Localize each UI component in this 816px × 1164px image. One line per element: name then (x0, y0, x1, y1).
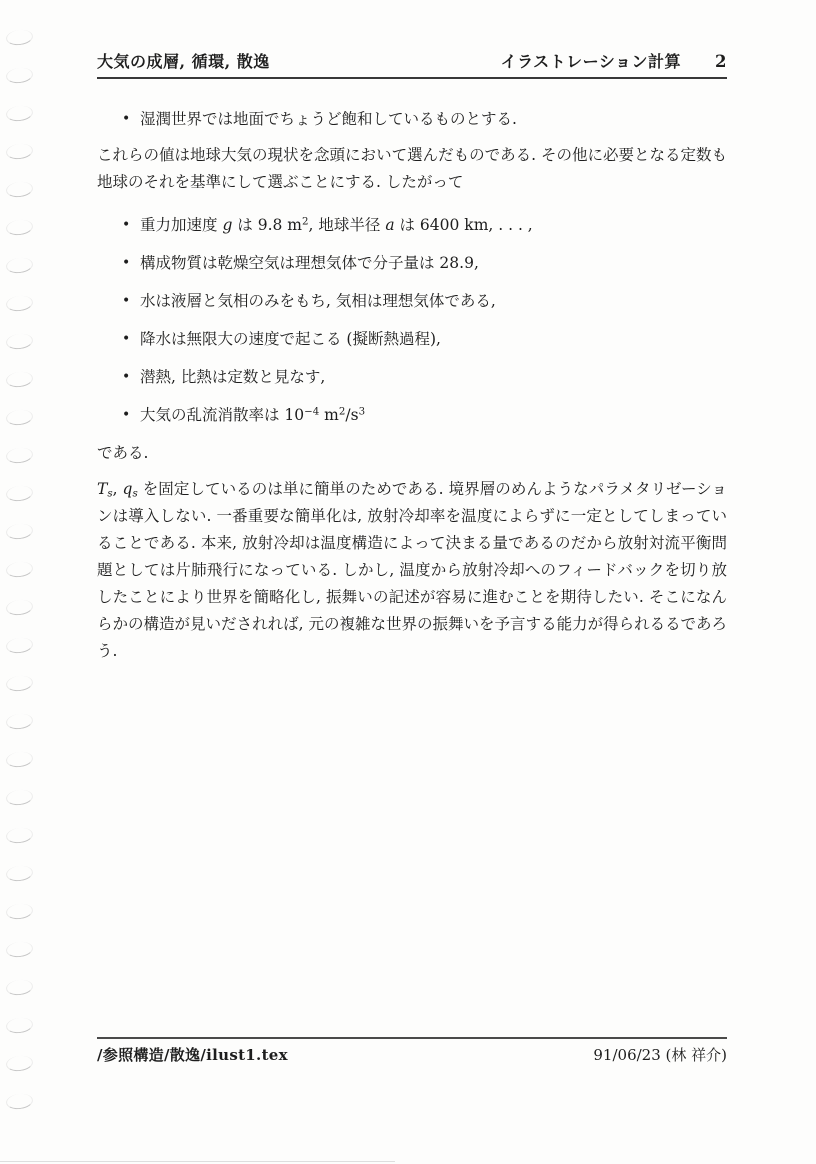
list-item (97, 402, 727, 429)
bullet-icon: • (122, 368, 131, 385)
binding-mark (5, 446, 34, 464)
binding-mark (5, 104, 34, 122)
header-left-title: 大気の成層, 循環, 散逸 (97, 52, 270, 71)
binding-mark (5, 940, 34, 958)
binding-mark (5, 674, 34, 692)
binding-mark (5, 864, 34, 882)
page-number: 2 (715, 52, 727, 71)
assumptions-list (97, 212, 727, 429)
document-page (97, 0, 727, 680)
bullet-icon: • (122, 330, 131, 347)
binding-mark (5, 826, 34, 844)
binding-mark (5, 712, 34, 730)
closing-paragraph: $T_s$, $q_s$ を固定しているのは単に簡単のためである. 境界層のめんようなパラメタリゼーションは導入しない. 一番重要な簡単化は, 放射冷却率を温度によらずに一定としてしまっていることである. 本来, 放射冷却は温度構造によって決まる量であるのだから放射対流平衡問題としては片肺飛行になっている. しかし, 温度から放射冷却へのフィードバックを切り放したことにより世界を簡略化し, 振舞いの記述が容易に進むことを期待したい. そこになんらかの構造が見いだされれば, 元の複雑な世界の振舞いを予言する能力が得られるるであろう. (97, 479, 727, 660)
list-item (97, 250, 727, 277)
binding-mark (5, 218, 34, 236)
moist-world-bullet (97, 106, 727, 133)
list-item (97, 364, 727, 391)
spiral-binding-marks (0, 0, 60, 1164)
binding-mark (5, 142, 34, 160)
scan-bottom-edge-artifact (0, 1161, 395, 1162)
moist-world-bullet-text: 湿潤世界では地面でちょうど飽和しているものとする. (140, 110, 517, 128)
list-item (97, 212, 727, 239)
binding-mark (5, 902, 34, 920)
binding-mark (5, 332, 34, 350)
list-item-text: 大気の乱流消散率は $10^{-4}$ $m^2/s^3$ (140, 405, 366, 424)
binding-mark (5, 256, 34, 274)
binding-mark (5, 1092, 34, 1110)
bullet-icon: • (122, 216, 131, 233)
binding-mark (5, 522, 34, 540)
binding-mark (5, 370, 34, 388)
binding-mark (5, 978, 34, 996)
binding-mark (5, 180, 34, 198)
list-item-text: 構成物質は乾燥空気は理想気体で分子量は 28.9, (140, 253, 479, 272)
footer-date-author: 91/06/23 (林 祥介) (593, 1046, 727, 1064)
header-right-group (501, 49, 727, 72)
list-item-text: 降水は無限大の速度で起こる (擬断熱過程), (140, 329, 441, 348)
footer-row (97, 1039, 727, 1065)
binding-mark (5, 484, 34, 502)
page-footer (97, 1037, 727, 1065)
binding-mark (5, 294, 34, 312)
bullet-icon: • (122, 406, 131, 423)
binding-mark (5, 750, 34, 768)
list-item-text: 潜熱, 比熱は定数と見なす, (140, 367, 326, 386)
footer-file-path: /参照構造/散逸/ilust1.tex (97, 1046, 288, 1064)
binding-mark (5, 636, 34, 654)
bullet-icon: • (122, 111, 131, 127)
bullet-icon: • (122, 292, 131, 309)
after-list-text: である. (97, 443, 149, 462)
binding-mark (5, 28, 34, 46)
list-item-text: 水は液層と気相のみをもち, 気相は理想気体である, (140, 291, 496, 310)
binding-mark (5, 66, 34, 84)
intro-paragraph: これらの値は地球大気の現状を念頭において選んだものである. その他に必要となる定数も地球のそれを基準にして選ぶことにする. したがって (97, 146, 727, 191)
page-header (97, 49, 727, 72)
binding-mark (5, 408, 34, 426)
binding-mark (5, 598, 34, 616)
bullet-icon: • (122, 254, 131, 271)
binding-mark (5, 788, 34, 806)
header-right-title: イラストレーション計算 (500, 52, 682, 71)
list-item (97, 326, 727, 353)
binding-mark (5, 560, 34, 578)
binding-mark (5, 1054, 34, 1072)
list-item (97, 288, 727, 315)
list-item-text: 重力加速度 g は 9.8 $m^2$, 地球半径 a は 6400 km, . . . , (140, 215, 533, 234)
binding-mark (5, 1016, 34, 1034)
header-rule (97, 77, 727, 79)
